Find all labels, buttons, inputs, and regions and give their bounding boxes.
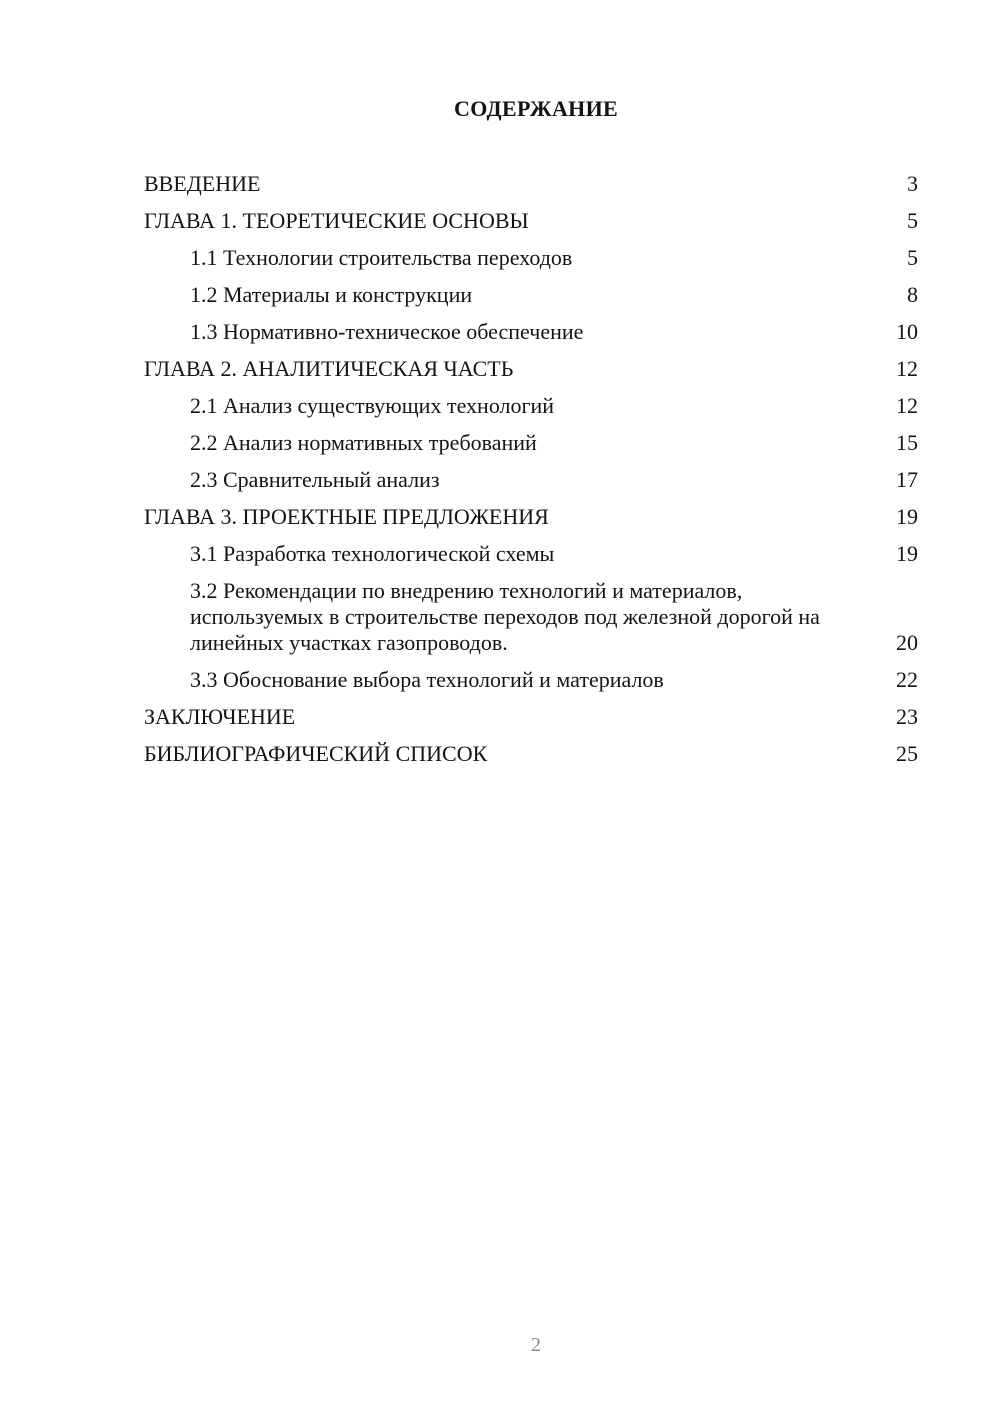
toc-entry-section-2-1[interactable]: [144, 388, 918, 425]
toc-entry-page: 17: [896, 467, 918, 492]
toc-entry-title: 1.3 Нормативно-техническое обеспечение: [190, 319, 584, 344]
toc-entry-page: 3: [907, 171, 918, 196]
toc-entry-title: ВВЕДЕНИЕ: [144, 171, 261, 196]
toc-entry-page: 20: [896, 630, 918, 655]
toc-entry-section-3-1[interactable]: [144, 536, 918, 573]
toc-entry-bibliography[interactable]: [144, 736, 918, 773]
toc-entry-page: 12: [896, 393, 918, 418]
toc-entry-chapter-3[interactable]: [144, 499, 918, 536]
toc-entry-page: 5: [907, 208, 918, 233]
toc-entry-page: 15: [896, 430, 918, 455]
toc-entry-page: 25: [896, 741, 918, 766]
toc-entry-section-1-1[interactable]: [144, 240, 918, 277]
toc-entry-title: ГЛАВА 3. ПРОЕКТНЫЕ ПРЕДЛОЖЕНИЯ: [144, 504, 549, 529]
toc-entry-page: 5: [907, 245, 918, 270]
toc-entry-title: 2.2 Анализ нормативных требований: [190, 430, 537, 455]
toc-entry-chapter-2[interactable]: [144, 351, 918, 388]
toc-entry-title: ЗАКЛЮЧЕНИЕ: [144, 704, 296, 729]
toc-entry-page: 10: [896, 319, 918, 344]
toc-entry-introduction[interactable]: [144, 166, 918, 203]
toc-entry-title: 2.3 Сравнительный анализ: [190, 467, 440, 492]
toc-entry-page: 22: [896, 667, 918, 692]
toc-entry-page: 19: [896, 504, 918, 529]
toc-entry-section-2-3[interactable]: [144, 462, 918, 499]
page-number: 2: [531, 1334, 541, 1356]
toc-entry-section-1-3[interactable]: [144, 314, 918, 351]
toc-entry-page: 12: [896, 356, 918, 381]
toc-entry-title: 3.2 Рекомендации по внедрению технологий и материалов, используемых в строительстве переходов под железной дорогой на линейных участках газопроводов.: [190, 578, 820, 655]
toc-entry-page: 23: [896, 704, 918, 729]
toc-entry-title: 3.1 Разработка технологической схемы: [190, 541, 555, 566]
toc-entry-title: 1.1 Технологии строительства переходов: [190, 245, 573, 270]
toc-entry-page: 19: [896, 541, 918, 566]
toc-entry-section-2-2[interactable]: [144, 425, 918, 462]
toc-heading: СОДЕРЖАНИЕ: [454, 96, 618, 121]
toc-entry-conclusion[interactable]: [144, 699, 918, 736]
toc-entry-title: 2.1 Анализ существующих технологий: [190, 393, 555, 418]
toc-entry-title: 1.2 Материалы и конструкции: [190, 282, 473, 307]
toc-entry-title: ГЛАВА 1. ТЕОРЕТИЧЕСКИЕ ОСНОВЫ: [144, 208, 529, 233]
toc-entry-title: БИБЛИОГРАФИЧЕСКИЙ СПИСОК: [144, 741, 488, 766]
toc-entry-chapter-1[interactable]: [144, 203, 918, 240]
toc-entry-section-1-2[interactable]: [144, 277, 918, 314]
toc-entry-title: ГЛАВА 2. АНАЛИТИЧЕСКАЯ ЧАСТЬ: [144, 356, 514, 381]
toc-entry-title: 3.3 Обоснование выбора технологий и материалов: [190, 667, 664, 692]
toc-entry-section-3-3[interactable]: [144, 662, 918, 699]
toc-entry-section-3-2[interactable]: [144, 573, 918, 662]
table-of-contents: [144, 166, 918, 773]
toc-entry-page: 8: [907, 282, 918, 307]
